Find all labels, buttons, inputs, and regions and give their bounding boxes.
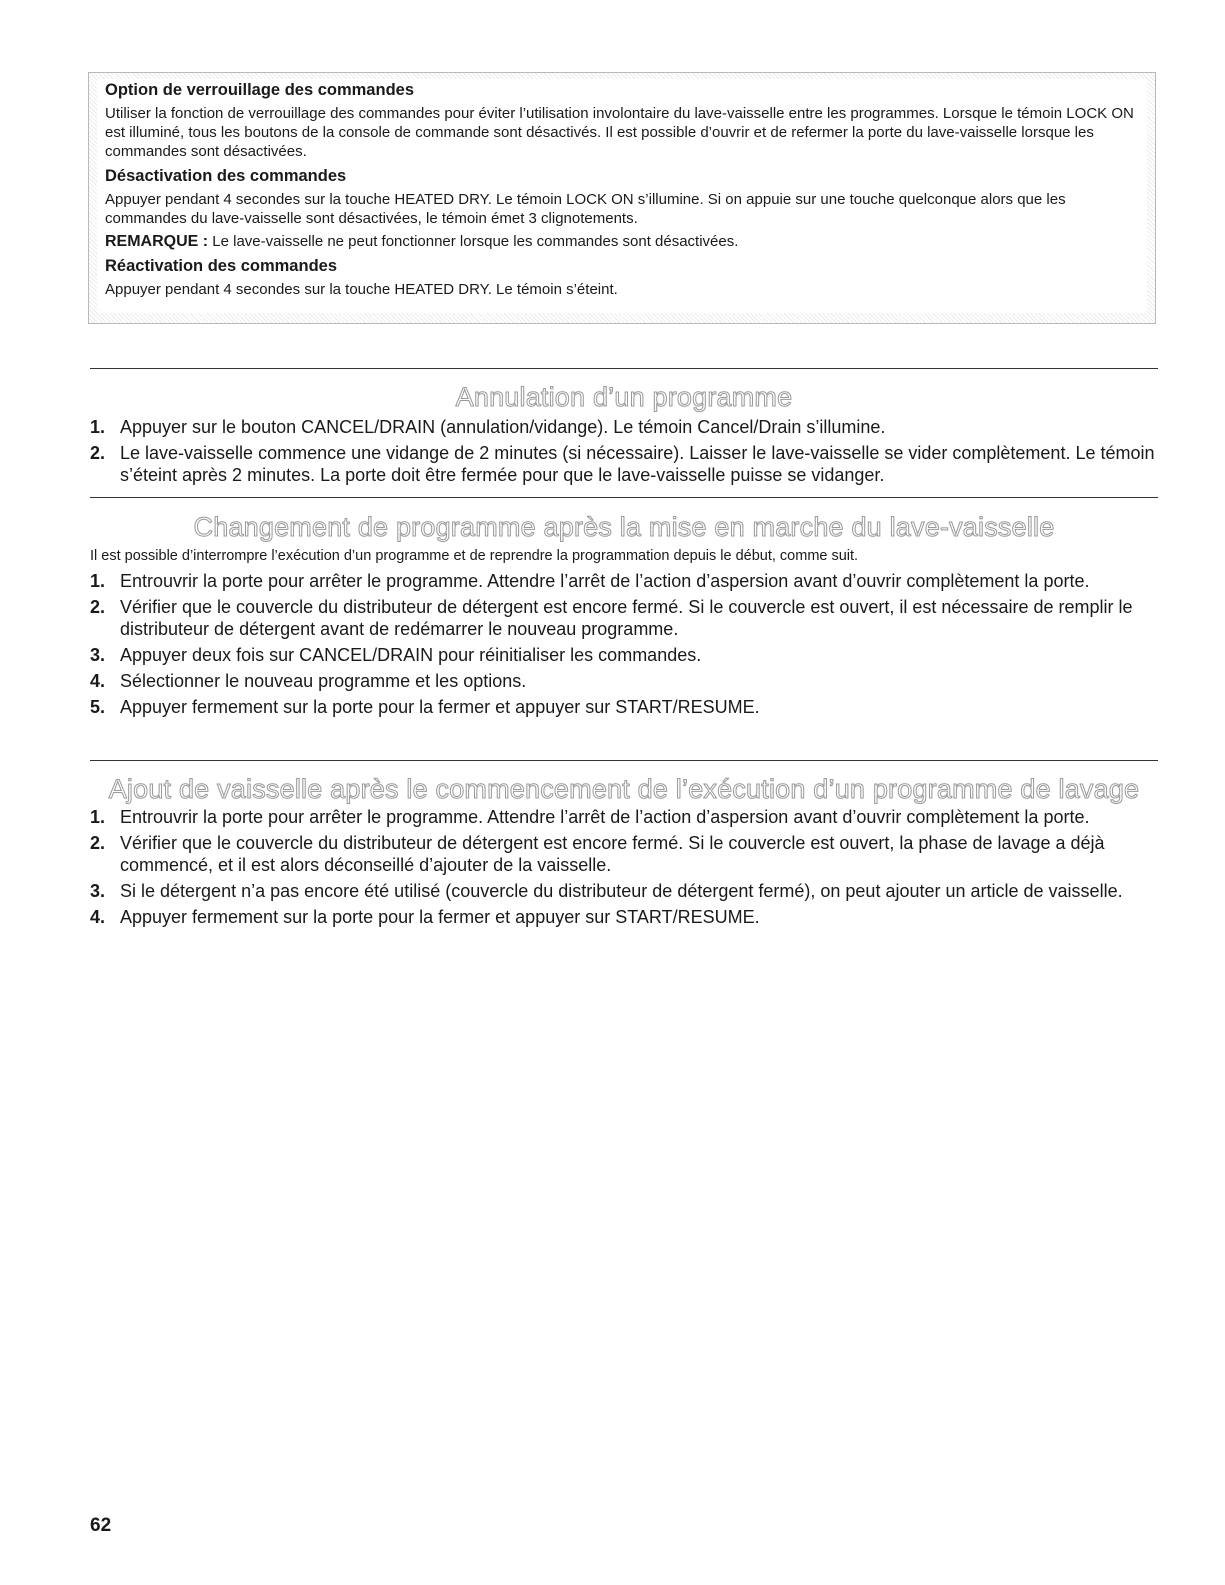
step-item — [90, 442, 1158, 486]
note-paragraph — [105, 232, 1139, 251]
note-label: REMARQUE : — [105, 233, 209, 250]
step-number: 1. — [90, 571, 106, 591]
lock-box-intro: Utiliser la fonction de verrouillage des commandes pour éviter l’utilisation involontaire du lave-vaisselle entre les programmes. Lorsque le témoin LOCK ON est illuminé, tous les boutons de la console de commande sont désactivés. Il est possible d’ouvrir et de refermer la porte du lave-vaisselle lorsque les commandes sont désactivées. — [105, 105, 1134, 160]
change-steps-list — [90, 570, 1158, 722]
step-text: Appuyer fermement sur la porte pour la fermer et appuyer sur START/RESUME. — [120, 697, 760, 717]
step-item — [90, 880, 1158, 902]
step-number: 4. — [90, 671, 106, 691]
enable-title: Réactivation des commandes — [105, 257, 337, 275]
add-dish-section-title: Ajout de vaisselle après le commencement de l’exécution d’un programme de lavage — [108, 774, 1140, 804]
step-item — [90, 570, 1158, 592]
lock-box-title: Option de verrouillage des commandes — [105, 81, 414, 99]
section-divider — [90, 497, 1158, 498]
change-section-title: Changement de programme après la mise en marche du lave-vaisselle — [193, 512, 1055, 542]
step-number: 1. — [90, 417, 106, 437]
step-text: Entrouvrir la porte pour arrêter le programme. Attendre l’arrêt de l’action d’aspersion avant d’ouvrir complètement la porte. — [120, 807, 1090, 827]
step-item — [90, 696, 1158, 718]
step-item — [90, 596, 1158, 640]
step-number: 3. — [90, 645, 106, 665]
step-item — [90, 416, 1158, 438]
step-item — [90, 906, 1158, 928]
cancel-section-title: Annulation d’un programme — [455, 382, 793, 412]
step-number: 3. — [90, 881, 106, 901]
step-number: 5. — [90, 697, 106, 717]
step-number: 2. — [90, 443, 106, 463]
step-text: Appuyer deux fois sur CANCEL/DRAIN pour réinitialiser les commandes. — [120, 645, 702, 665]
disable-text: Appuyer pendant 4 secondes sur la touche HEATED DRY. Le témoin LOCK ON s’illumine. Si on appuie sur une touche quelconque alors que les commandes du lave-vaisselle sont désactivées, le témoin émet 3 clignotements. — [105, 191, 1066, 227]
step-text: Vérifier que le couvercle du distributeur de détergent est encore fermé. Si le couvercle est ouvert, la phase de lavage a déjà commencé, et il est alors déconseillé d’ajouter de la vaisselle. — [120, 833, 1105, 875]
add-dish-steps-list — [90, 806, 1158, 932]
note-text: Le lave-vaisselle ne peut fonctionner lorsque les commandes sont désactivées. — [208, 233, 739, 250]
step-text: Si le détergent n’a pas encore été utilisé (couvercle du distributeur de détergent fermé), on peut ajouter un article de vaisselle. — [120, 881, 1123, 901]
step-item — [90, 806, 1158, 828]
enable-text: Appuyer pendant 4 secondes sur la touche HEATED DRY. Le témoin s’éteint. — [105, 281, 618, 298]
step-item — [90, 670, 1158, 692]
step-text: Vérifier que le couvercle du distributeur de détergent est encore fermé. Si le couvercle est ouvert, il est nécessaire de remplir le distributeur de détergent avant de redémarrer le nouveau programme. — [120, 597, 1133, 639]
section-divider — [90, 760, 1158, 761]
step-number: 4. — [90, 907, 106, 927]
control-lock-box-content — [97, 79, 1147, 313]
step-text: Entrouvrir la porte pour arrêter le programme. Attendre l’arrêt de l’action d’aspersion avant d’ouvrir complètement la porte. — [120, 571, 1090, 591]
page-number: 62 — [90, 1515, 112, 1536]
step-item — [90, 644, 1158, 666]
step-text: Sélectionner le nouveau programme et les options. — [120, 671, 527, 691]
step-text: Appuyer fermement sur la porte pour la fermer et appuyer sur START/RESUME. — [120, 907, 760, 927]
disable-title: Désactivation des commandes — [105, 167, 347, 185]
step-text: Appuyer sur le bouton CANCEL/DRAIN (annulation/vidange). Le témoin Cancel/Drain s’illumine. — [120, 417, 886, 437]
step-number: 2. — [90, 833, 106, 853]
step-text: Le lave-vaisselle commence une vidange de 2 minutes (si nécessaire). Laisser le lave-vaisselle se vider complètement. Le témoin s’éteint après 2 minutes. La porte doit être fermée pour que le lave-vaisselle puisse se vidanger. — [120, 443, 1155, 485]
step-number: 2. — [90, 597, 106, 617]
control-lock-box — [88, 72, 1156, 324]
section-divider — [90, 368, 1158, 369]
step-item — [90, 832, 1158, 876]
change-intro: Il est possible d’interrompre l’exécution d’un programme et de reprendre la programmation depuis le début, comme suit. — [90, 548, 859, 564]
step-number: 1. — [90, 807, 106, 827]
cancel-steps-list — [90, 416, 1158, 490]
